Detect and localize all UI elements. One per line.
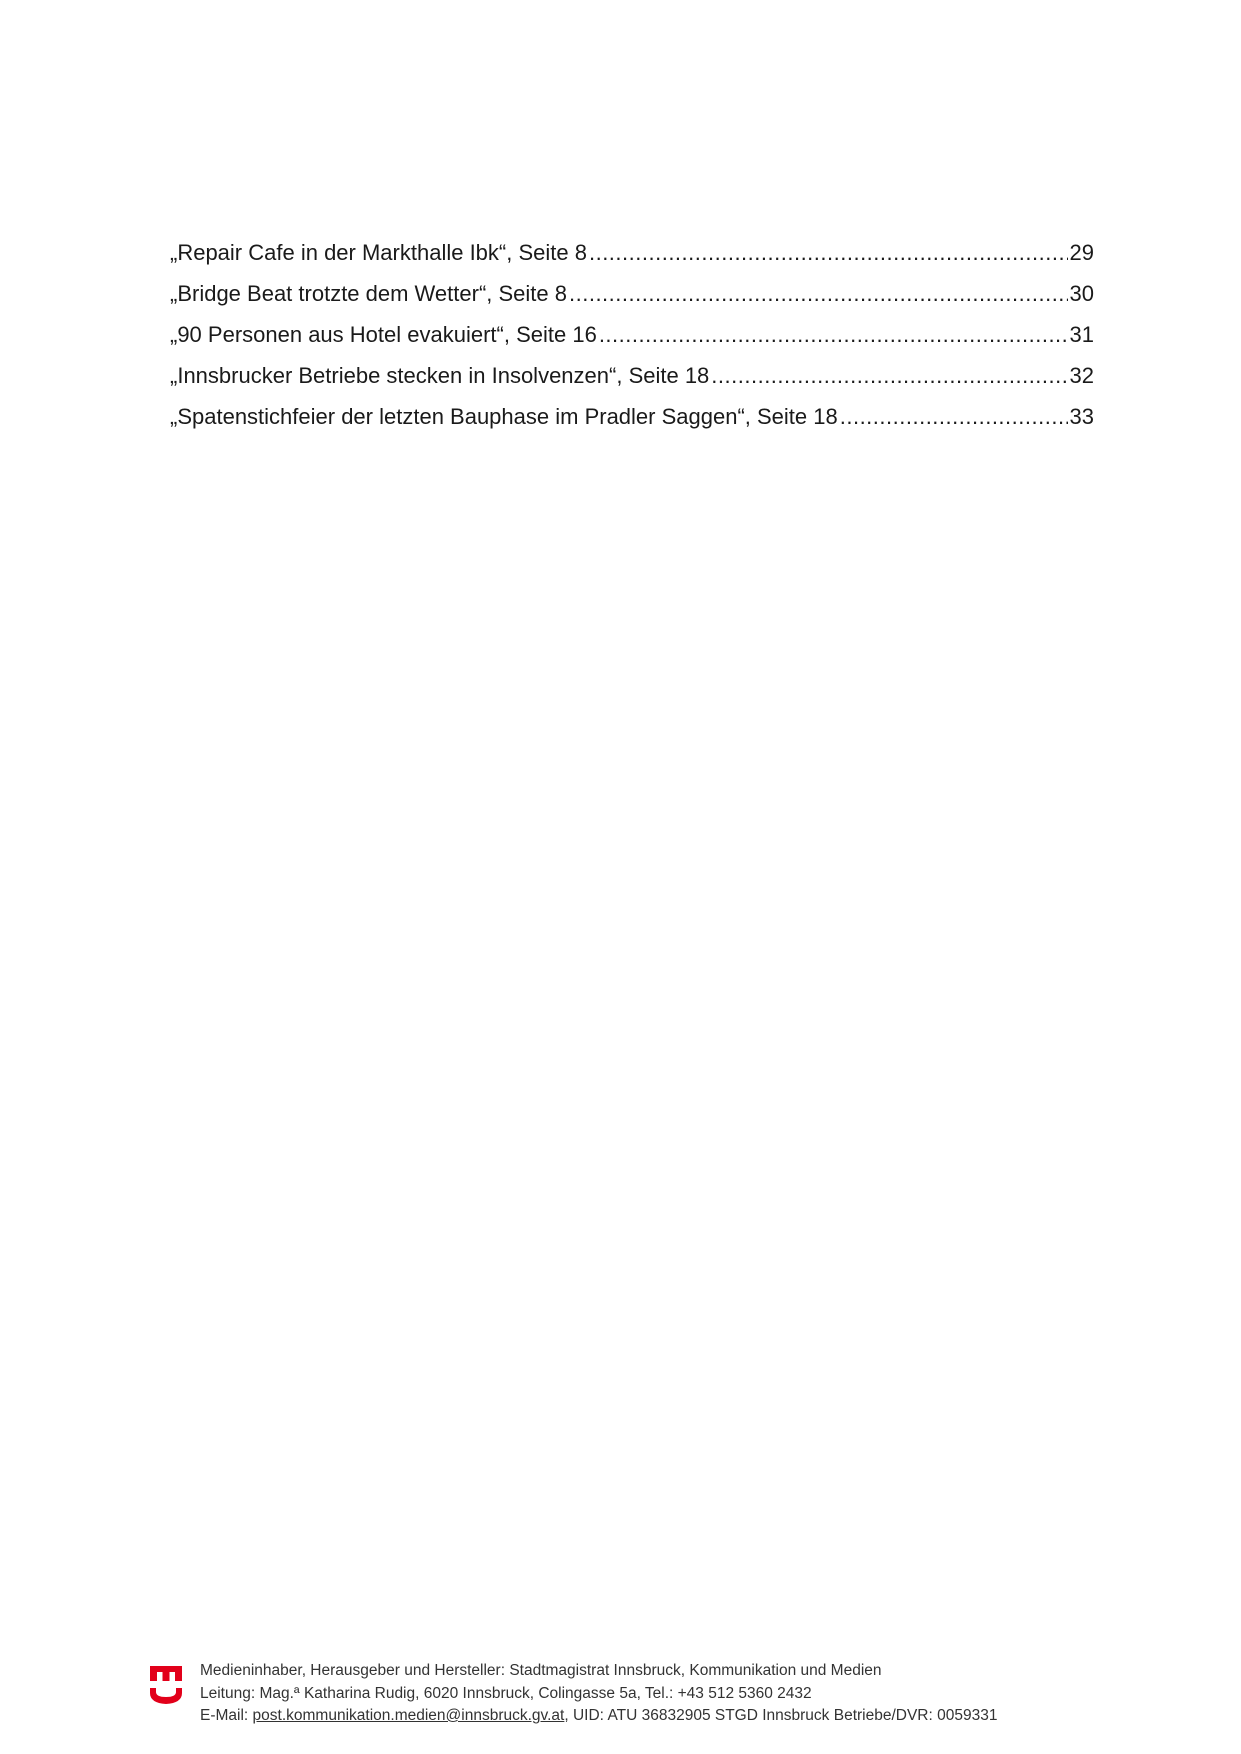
toc-entry[interactable] (170, 396, 1094, 437)
footer-management-line: Leitung: Mag.ª Katharina Rudig, 6020 Innsbruck, Colingasse 5a, Tel.: +43 512 5360 2432 (200, 1684, 812, 1702)
toc-entry-title: „Repair Cafe in der Markthalle Ibk“, Seite 8 (170, 240, 587, 265)
toc-dot-leader (840, 396, 1068, 437)
toc-entry-title: „90 Personen aus Hotel evakuiert“, Seite 16 (170, 322, 597, 347)
toc-dot-leader (711, 355, 1067, 396)
table-of-contents (170, 232, 1094, 437)
footer-contact-line (200, 1705, 997, 1728)
footer-email-label: E-Mail: (200, 1707, 253, 1724)
toc-entry[interactable] (170, 355, 1094, 396)
toc-entry-title: „Bridge Beat trotzte dem Wetter“, Seite 8 (170, 281, 567, 306)
page-footer (150, 1660, 1110, 1728)
innsbruck-city-logo-icon (150, 1666, 182, 1706)
toc-entry-page: 33 (1069, 404, 1094, 429)
footer-uid-text: , UID: ATU 36832905 STGD Innsbruck Betriebe/DVR: 0059331 (564, 1707, 998, 1724)
toc-entry-page: 29 (1069, 240, 1094, 265)
footer-publisher-line: Medieninhaber, Herausgeber und Hersteller: Stadtmagistrat Innsbruck, Kommunikation und Medien (200, 1662, 882, 1679)
footer-email-link[interactable]: post.kommunikation.medien@innsbruck.gv.at (252, 1707, 565, 1724)
toc-entry[interactable] (170, 232, 1094, 273)
toc-dot-leader (589, 232, 1068, 273)
toc-entry-page: 30 (1069, 281, 1094, 306)
footer-imprint (200, 1660, 997, 1728)
toc-entry-page: 31 (1069, 322, 1094, 347)
toc-dot-leader (569, 273, 1068, 314)
toc-dot-leader (599, 314, 1068, 355)
toc-entry-title: „Spatenstichfeier der letzten Bauphase im Pradler Saggen“, Seite 18 (170, 404, 838, 429)
toc-entry-page: 32 (1069, 363, 1094, 388)
toc-entry-title: „Innsbrucker Betriebe stecken in Insolvenzen“, Seite 18 (170, 363, 710, 388)
toc-entry[interactable] (170, 273, 1094, 314)
toc-entry[interactable] (170, 314, 1094, 355)
